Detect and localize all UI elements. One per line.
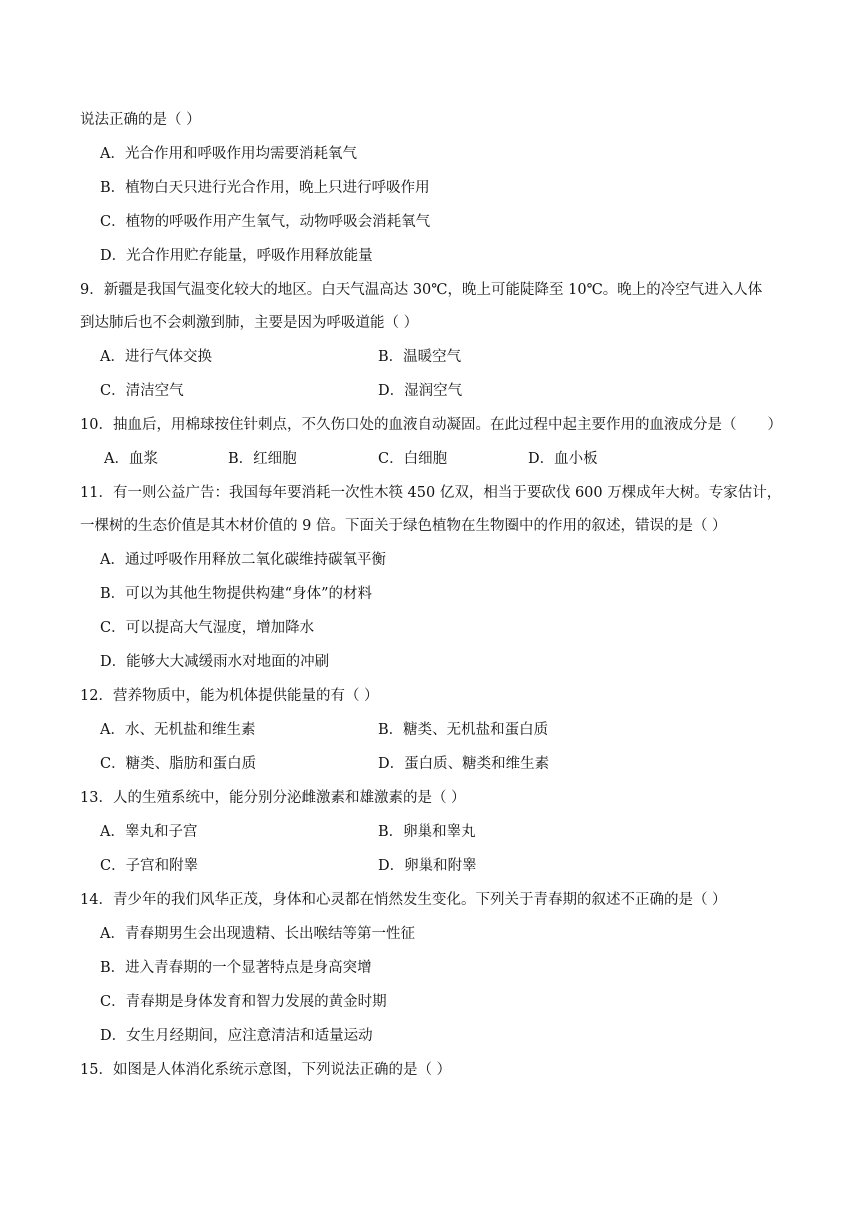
q11-option-d: D．能够大大减缓雨水对地面的冲刷 (100, 654, 330, 670)
q8-option-c: C．植物的呼吸作用产生氧气，动物呼吸会消耗氧气 (100, 214, 431, 230)
q14-stem: 14．青少年的我们风华正茂，身体和心灵都在悄然发生变化。下列关于青春期的叙述不正确的是（ ） (80, 892, 727, 908)
q14-option-b: B．进入青春期的一个显著特点是身高突增 (100, 960, 372, 976)
q8-stem-tail: 说法正确的是（ ） (80, 112, 201, 128)
q12-stem: 12．营养物质中，能为机体提供能量的有（ ） (80, 688, 379, 704)
q13-option-d: D．卵巢和附睾 (378, 858, 477, 874)
q11-stem-line1: 11．有一则公益广告：我国每年要消耗一次性木筷 450 亿双，相当于要砍伐 600 万棵成年大树。专家估计， (80, 485, 782, 501)
q13-option-c: C．子宫和附睾 (100, 858, 199, 874)
q11-option-c: C．可以提高大气湿度，增加降水 (100, 620, 315, 636)
q13-option-a: A．睾丸和子宫 (100, 824, 198, 840)
q14-option-a: A．青春期男生会出现遗精、长出喉结等第一性征 (100, 926, 415, 942)
q9-stem-line2: 到达肺后也不会刺激到肺，主要是因为呼吸道能（ ） (80, 315, 419, 331)
q12-option-d: D．蛋白质、糖类和维生素 (378, 756, 550, 772)
q8-option-a: A．光合作用和呼吸作用均需要消耗氧气 (100, 146, 357, 162)
q11-stem-line2: 一棵树的生态价值是其木材价值的 9 倍。下面关于绿色植物在生物圈中的作用的叙述，错误的是（ ） (80, 518, 727, 534)
q10-option-c: C．白细胞 (378, 451, 448, 467)
q10-bracket: ） (767, 417, 782, 433)
q14-option-d: D．女生月经期间，应注意清洁和适量运动 (100, 1028, 373, 1044)
q9-stem-line1: 9．新疆是我国气温变化较大的地区。白天气温高达 30℃，晚上可能陡降至 10℃。晚上的冷空气进入人体 (80, 282, 763, 298)
q10-option-d: D．血小板 (528, 451, 598, 467)
q8-option-b: B．植物白天只进行光合作用，晚上只进行呼吸作用 (100, 180, 430, 196)
q9-option-a: A．进行气体交换 (100, 349, 212, 365)
q11-option-b: B．可以为其他生物提供构建“身体”的材料 (100, 586, 372, 602)
q13-option-b: B．卵巢和睾丸 (378, 824, 476, 840)
q10-stem: 10．抽血后，用棉球按住针刺点，不久伤口处的血液自动凝固。在此过程中起主要作用的血液成分是（ (80, 417, 737, 433)
q15-stem: 15．如图是人体消化系统示意图，下列说法正确的是（ ） (80, 1062, 452, 1078)
q11-option-a: A．通过呼吸作用释放二氧化碳维持碳氧平衡 (100, 552, 386, 568)
q9-option-b: B．温暖空气 (378, 349, 462, 365)
q10-option-b: B．红细胞 (228, 451, 297, 467)
q8-option-d: D．光合作用贮存能量，呼吸作用释放能量 (100, 248, 373, 264)
q10-option-a: A．血浆 (104, 451, 158, 467)
q12-option-a: A．水、无机盐和维生素 (100, 722, 256, 738)
q12-option-c: C．糖类、脂肪和蛋白质 (100, 756, 257, 772)
q9-option-c: C．清洁空气 (100, 383, 184, 399)
q14-option-c: C．青春期是身体发育和智力发展的黄金时期 (100, 994, 387, 1010)
q9-option-d: D．湿润空气 (378, 383, 463, 399)
q12-option-b: B．糖类、无机盐和蛋白质 (378, 722, 549, 738)
q13-stem: 13．人的生殖系统中，能分别分泌雌激素和雄激素的是（ ） (80, 790, 466, 806)
